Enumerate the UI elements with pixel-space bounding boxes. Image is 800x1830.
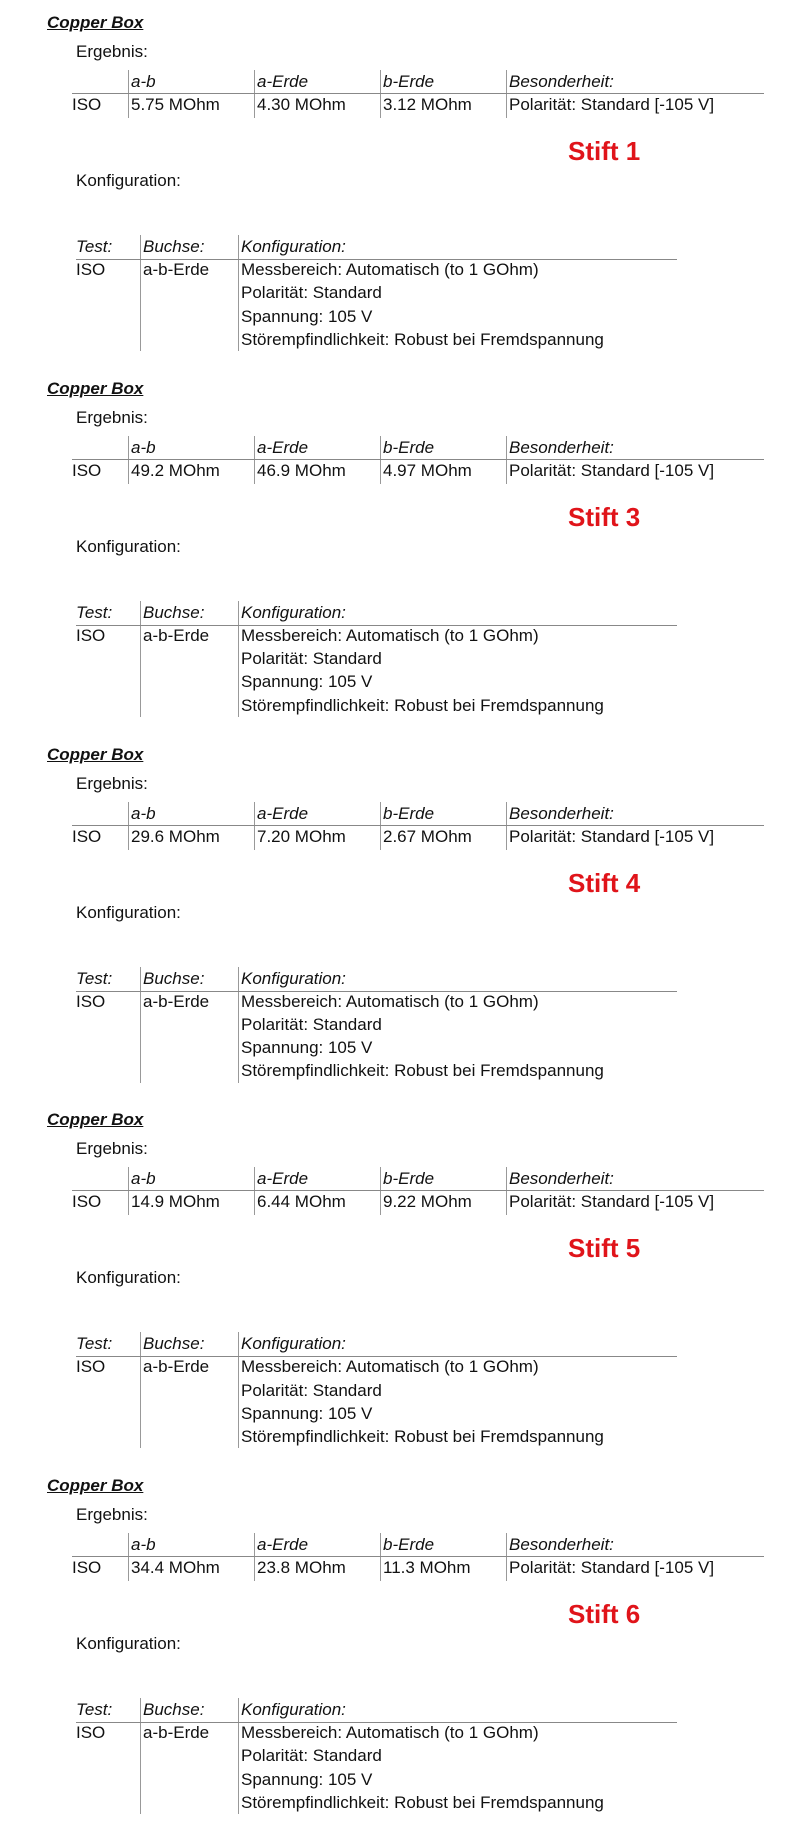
result-cell: 49.2 MOhm [131, 460, 220, 480]
column-divider [380, 436, 381, 484]
config-line: Spannung: 105 V [241, 306, 373, 326]
header-rule [72, 1556, 764, 1557]
ergebnis-label: Ergebnis: [76, 773, 148, 793]
column-divider [506, 1533, 507, 1581]
config-header-cell: Konfiguration: [241, 602, 346, 622]
column-divider [128, 1533, 129, 1581]
result-cell: Polarität: Standard [-105 V] [509, 1192, 715, 1212]
config-line: Polarität: Standard [241, 1380, 382, 1400]
column-divider [254, 1533, 255, 1581]
header-rule [72, 93, 764, 94]
column-divider [380, 1167, 381, 1215]
result-header-cell: Besonderheit: [509, 72, 614, 91]
config-header-cell: Buchse: [143, 968, 205, 988]
section-title: Copper Box [47, 744, 144, 764]
result-header-cell: Besonderheit: [509, 437, 614, 457]
result-cell: 11.3 MOhm [383, 1558, 471, 1578]
measurement-block [0, 366, 800, 732]
config-header-cell: Buchse: [143, 237, 205, 256]
measurement-block [0, 1463, 800, 1829]
column-divider [254, 436, 255, 484]
column-divider [140, 601, 141, 717]
config-line: Polarität: Standard [241, 1746, 382, 1766]
config-header-cell: Buchse: [143, 1700, 205, 1720]
result-cell: 5.75 MOhm [131, 95, 220, 114]
config-line: Störempfindlichkeit: Robust bei Fremdspannung [241, 1061, 604, 1081]
config-header-cell: Buchse: [143, 602, 205, 622]
result-header-cell: a-Erde [257, 803, 309, 823]
config-header-cell: Konfiguration: [241, 237, 346, 256]
config-line: Störempfindlichkeit: Robust bei Fremdspannung [241, 329, 604, 349]
result-header-cell: Besonderheit: [509, 803, 614, 823]
result-header-cell: a-b [131, 437, 156, 457]
column-divider [254, 1167, 255, 1215]
result-header-cell: a-Erde [257, 72, 309, 91]
result-cell: ISO [72, 460, 102, 480]
section-title: Copper Box [47, 1110, 144, 1130]
konfiguration-label: Konfiguration: [76, 1268, 181, 1288]
measurement-block [0, 1097, 800, 1463]
column-divider [128, 802, 129, 850]
result-cell: 6.44 MOhm [257, 1192, 346, 1212]
column-divider [140, 1698, 141, 1814]
column-divider [506, 802, 507, 850]
column-divider [140, 1332, 141, 1448]
result-header-cell: Besonderheit: [509, 1535, 614, 1555]
konfiguration-label: Konfiguration: [76, 171, 181, 190]
result-cell: 46.9 MOhm [257, 460, 346, 480]
config-line: Messbereich: Automatisch (to 1 GOhm) [241, 991, 539, 1011]
measurement-block [0, 732, 800, 1098]
config-line: Störempfindlichkeit: Robust bei Fremdspannung [241, 695, 604, 715]
config-buchse: a-b-Erde [143, 260, 210, 279]
config-test: ISO [76, 260, 106, 279]
result-header-cell: b-Erde [383, 803, 435, 823]
column-divider [140, 967, 141, 1083]
section-title: Copper Box [47, 378, 144, 398]
config-line: Spannung: 105 V [241, 1038, 373, 1058]
stift-label: Stift 5 [568, 1233, 641, 1264]
config-line: Spannung: 105 V [241, 1403, 373, 1423]
config-line: Messbereich: Automatisch (to 1 GOhm) [241, 260, 539, 279]
result-cell: Polarität: Standard [-105 V] [509, 460, 715, 480]
column-divider [254, 802, 255, 850]
result-header-cell: a-Erde [257, 1169, 309, 1189]
konfiguration-label: Konfiguration: [76, 1634, 181, 1654]
result-header-cell: a-b [131, 1169, 156, 1189]
ergebnis-label: Ergebnis: [76, 1139, 148, 1159]
config-header-cell: Test: [76, 237, 113, 256]
config-buchse: a-b-Erde [143, 1723, 210, 1743]
result-header-cell: b-Erde [383, 1169, 435, 1189]
result-cell: Polarität: Standard [-105 V] [509, 95, 715, 114]
config-header-cell: Test: [76, 968, 113, 988]
config-line: Polarität: Standard [241, 649, 382, 669]
result-cell: 9.22 MOhm [383, 1192, 472, 1212]
result-cell: ISO [72, 1192, 102, 1212]
column-divider [380, 70, 381, 118]
result-cell: 4.97 MOhm [383, 460, 472, 480]
column-divider [128, 436, 129, 484]
result-cell: 2.67 MOhm [383, 826, 472, 846]
config-header-cell: Test: [76, 1700, 113, 1720]
header-rule [72, 459, 764, 460]
ergebnis-label: Ergebnis: [76, 1505, 148, 1525]
config-header-cell: Test: [76, 1334, 113, 1354]
config-header-cell: Test: [76, 602, 113, 622]
column-divider [506, 436, 507, 484]
result-cell: 23.8 MOhm [257, 1558, 346, 1578]
column-divider [238, 1332, 239, 1448]
result-cell: 14.9 MOhm [131, 1192, 220, 1212]
result-header-cell: Besonderheit: [509, 1169, 614, 1189]
measurement-block [0, 0, 800, 366]
result-cell: ISO [72, 95, 102, 114]
config-line: Spannung: 105 V [241, 672, 373, 692]
config-test: ISO [76, 991, 106, 1011]
result-cell: 4.30 MOhm [257, 95, 346, 114]
config-line: Spannung: 105 V [241, 1769, 373, 1789]
config-buchse: a-b-Erde [143, 625, 210, 645]
column-divider [128, 70, 129, 118]
config-header-cell: Buchse: [143, 1334, 205, 1354]
result-cell: Polarität: Standard [-105 V] [509, 1558, 715, 1578]
result-header-cell: a-b [131, 803, 156, 823]
config-line: Messbereich: Automatisch (to 1 GOhm) [241, 1723, 539, 1743]
stift-label: Stift 3 [568, 501, 641, 532]
result-header-cell: a-b [131, 1535, 156, 1555]
config-header-cell: Konfiguration: [241, 1700, 346, 1720]
result-cell: ISO [72, 1558, 102, 1578]
config-test: ISO [76, 1723, 106, 1743]
ergebnis-label: Ergebnis: [76, 407, 148, 427]
konfiguration-label: Konfiguration: [76, 902, 181, 922]
config-line: Messbereich: Automatisch (to 1 GOhm) [241, 1357, 539, 1377]
config-test: ISO [76, 625, 106, 645]
result-header-cell: b-Erde [383, 72, 435, 91]
section-title: Copper Box [47, 1476, 144, 1496]
config-line: Polarität: Standard [241, 283, 382, 303]
column-divider [238, 235, 239, 351]
result-cell: ISO [72, 826, 102, 846]
header-rule [72, 825, 764, 826]
column-divider [506, 70, 507, 118]
column-divider [380, 802, 381, 850]
result-header-cell: b-Erde [383, 1535, 435, 1555]
config-test: ISO [76, 1357, 106, 1377]
config-line: Messbereich: Automatisch (to 1 GOhm) [241, 625, 539, 645]
config-line: Polarität: Standard [241, 1014, 382, 1034]
column-divider [238, 967, 239, 1083]
config-header-cell: Konfiguration: [241, 968, 346, 988]
result-header-cell: a-b [131, 72, 156, 91]
config-buchse: a-b-Erde [143, 991, 210, 1011]
config-line: Störempfindlichkeit: Robust bei Fremdspannung [241, 1793, 604, 1813]
config-line: Störempfindlichkeit: Robust bei Fremdspannung [241, 1427, 604, 1447]
config-header-cell: Konfiguration: [241, 1334, 346, 1354]
result-header-cell: a-Erde [257, 437, 309, 457]
ergebnis-label: Ergebnis: [76, 42, 148, 61]
konfiguration-label: Konfiguration: [76, 536, 181, 556]
section-title: Copper Box [47, 13, 144, 32]
column-divider [128, 1167, 129, 1215]
column-divider [380, 1533, 381, 1581]
result-cell: Polarität: Standard [-105 V] [509, 826, 715, 846]
stift-label: Stift 4 [568, 867, 641, 898]
column-divider [506, 1167, 507, 1215]
result-cell: 3.12 MOhm [383, 95, 472, 114]
stift-label: Stift 6 [568, 1599, 641, 1630]
result-cell: 7.20 MOhm [257, 826, 346, 846]
result-cell: 29.6 MOhm [131, 826, 220, 846]
result-header-cell: a-Erde [257, 1535, 309, 1555]
result-header-cell: b-Erde [383, 437, 435, 457]
header-rule [72, 1190, 764, 1191]
result-cell: 34.4 MOhm [131, 1558, 220, 1578]
column-divider [254, 70, 255, 118]
stift-label: Stift 1 [568, 136, 641, 166]
column-divider [238, 1698, 239, 1814]
config-buchse: a-b-Erde [143, 1357, 210, 1377]
column-divider [140, 235, 141, 351]
column-divider [238, 601, 239, 717]
